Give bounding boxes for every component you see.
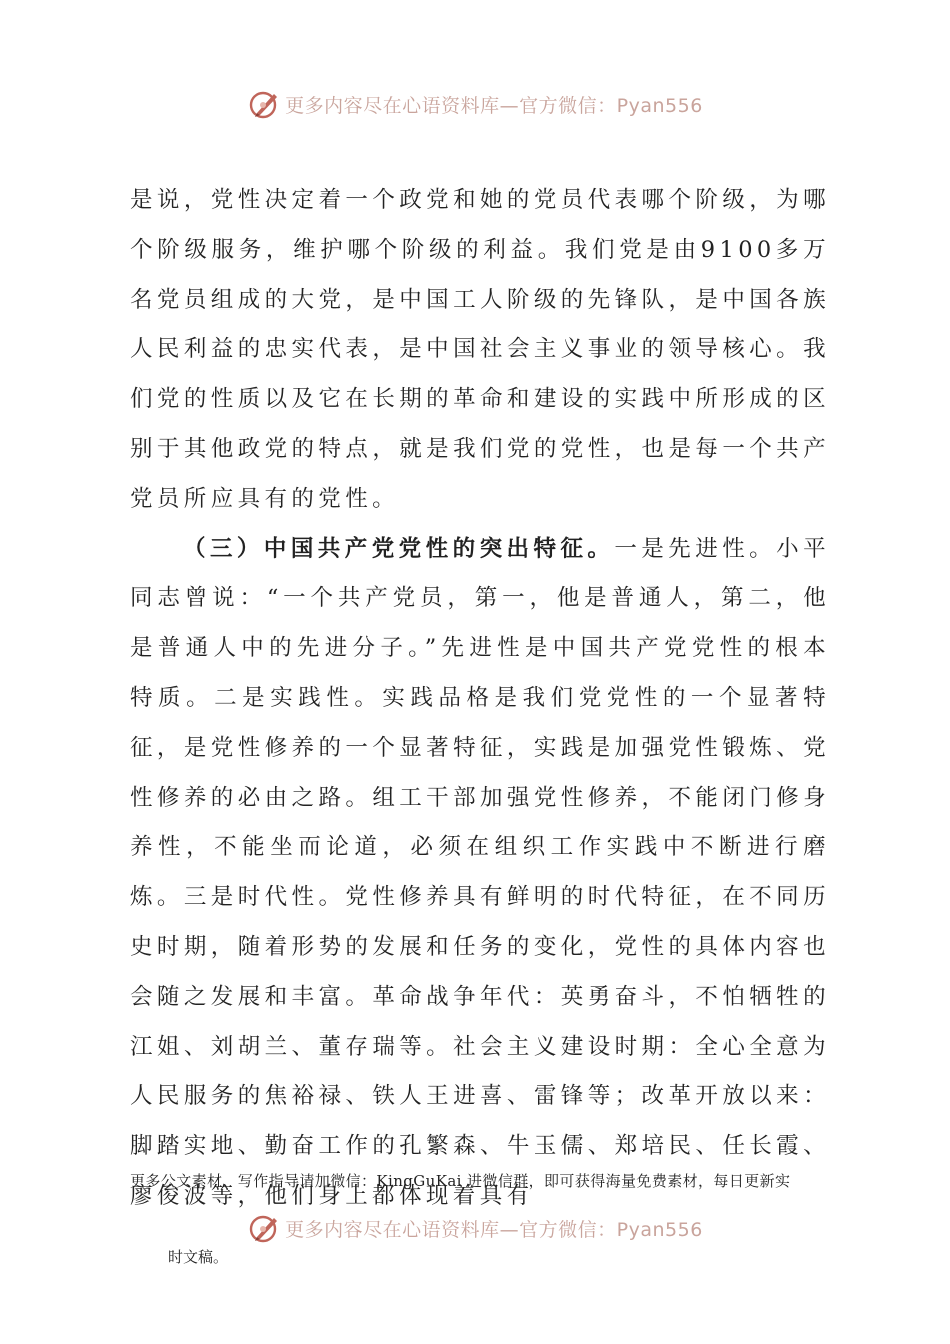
paragraph-party-nature: 是说，党性决定着一个政党和她的党员代表哪个阶级，为哪个阶级服务，维护哪个阶级的利益。我们党是由9100多万名党员组成的大党，是中国工人阶级的先锋队，是中国各族人民利益的忠实代表，是中国社会主义事业的领导核心。我们党的性质以及它在长期的革命和建设的实践中所形成的区别于其他政党的特点，就是我们党的党性，也是每一个共产党员所应具有的党性。 — [130, 187, 830, 512]
pen-circle-icon — [247, 1211, 281, 1245]
footer-promo-note: 更多公文素材、写作指导请加微信：KingGuKai 进微信群，即可获得海量免费素材，每日更新实 — [130, 1172, 791, 1190]
watermark-banner-top — [0, 84, 950, 124]
footer-promo-note-tail: 时文稿。 — [168, 1248, 229, 1266]
section-heading-three: （三）中国共产党党性的突出特征。 — [183, 535, 615, 562]
banner-text: 更多内容尽在心语资料库—官方微信：Pyan556 — [285, 1218, 703, 1241]
paragraph-features-body: 一是先进性。小平同志曾说：“一个共产党员，第一，他是普通人，第二，他是普通人中的先进分子。”先进性是中国共产党党性的根本特质。二是实践性。实践品格是我们党党性的一个显著特征，是党性修养的一个显著特征，实践是加强党性锻炼、党性修养的必由之路。组工干部加强党性修养，不能闭门修身养性，不能坐而论道，必须在组织工作实践中不断进行磨炼。三是时代性。党性修养具有鲜明的时代特征，在不同历史时期，随着形势的发展和任务的变化，党性的具体内容也会随之发展和丰富。革命战争年代：英勇奋斗，不怕牺牲的江姐、刘胡兰、董存瑞等。社会主义建设时期：全心全意为人民服务的焦裕禄、铁人王进喜、雷锋等；改革开放以来：脚踏实地、勤奋工作的孔繁森、牛玉儒、郑培民、任长霞、廖俊波等，他们身上都体现着具有 — [130, 535, 830, 1209]
watermark-banner-bottom — [0, 1208, 950, 1248]
paragraph-party-features — [130, 525, 830, 1222]
pen-circle-icon — [247, 87, 281, 121]
document-body — [130, 176, 830, 1222]
banner-text: 更多内容尽在心语资料库—官方微信：Pyan556 — [285, 94, 703, 117]
